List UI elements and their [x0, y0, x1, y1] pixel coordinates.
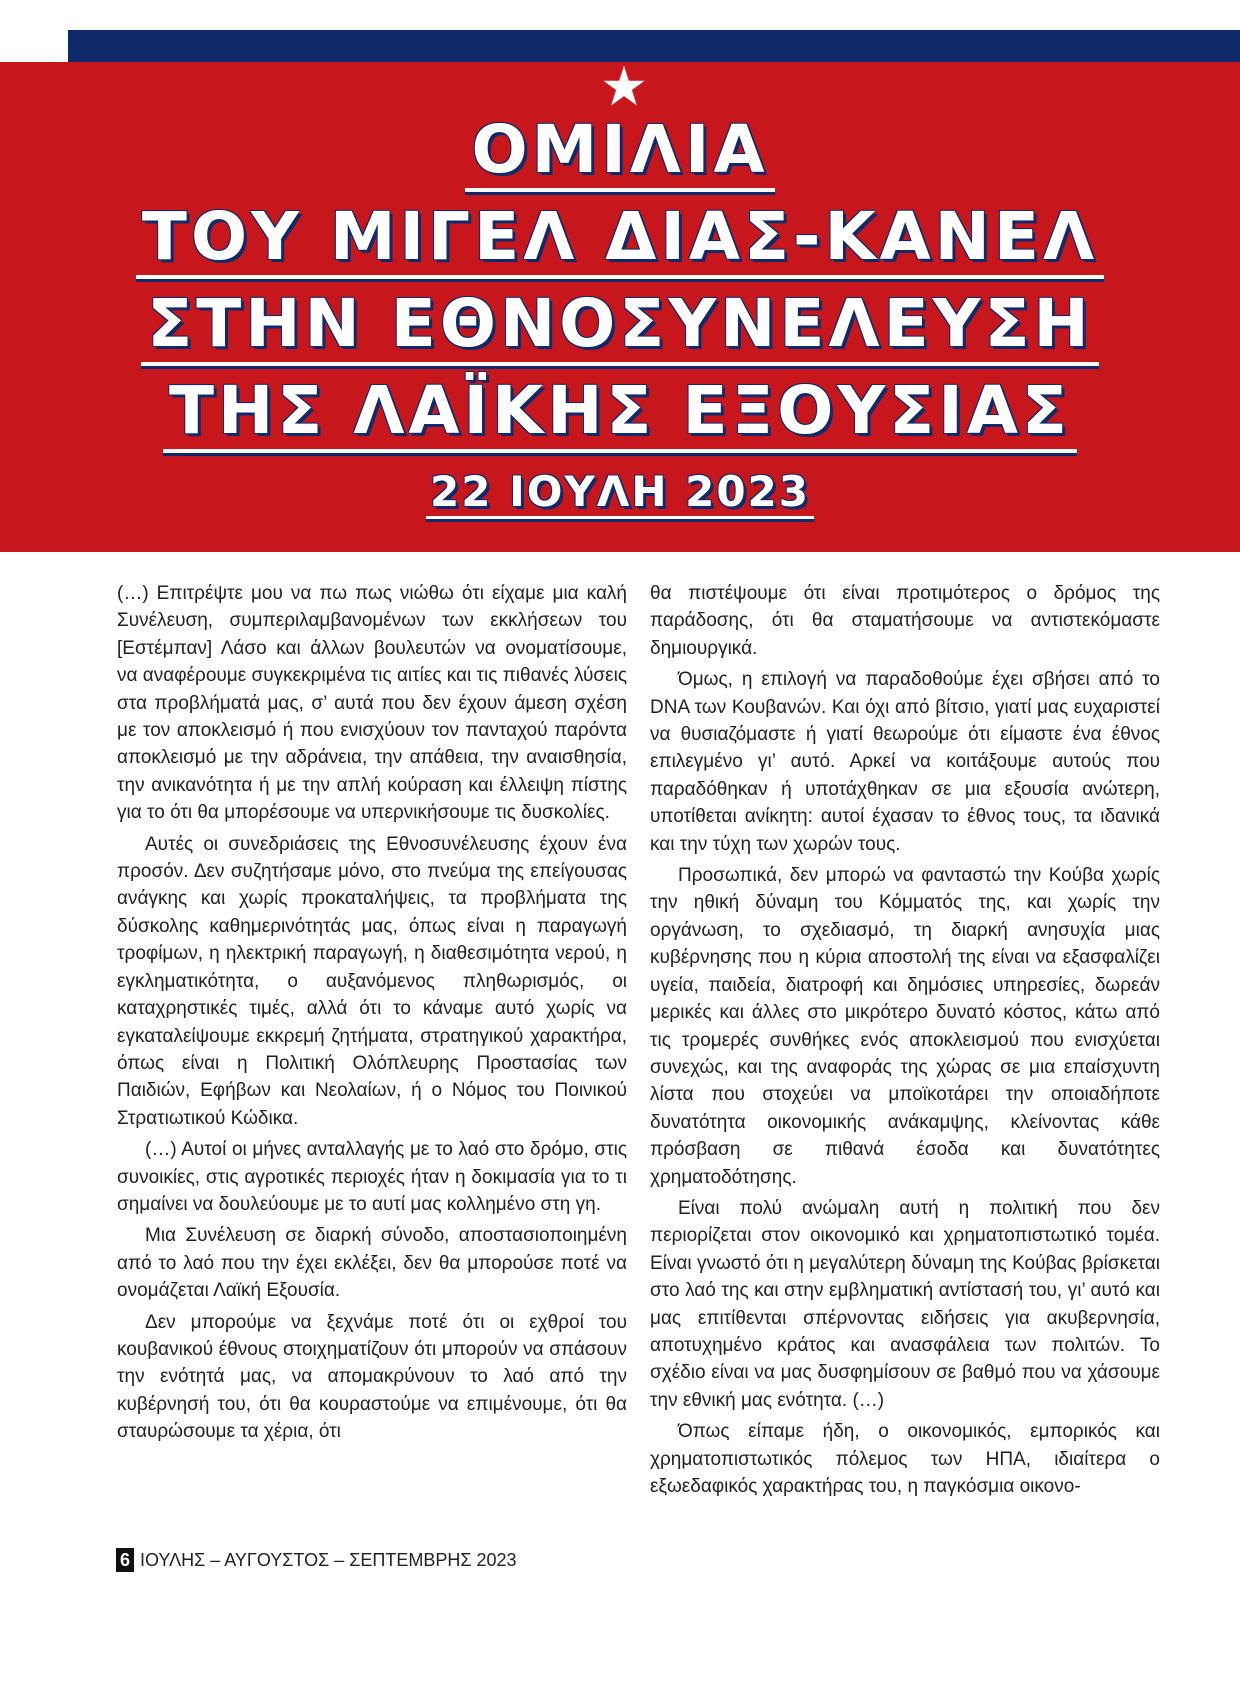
article-left-column — [117, 580, 627, 1450]
article-right-column — [650, 580, 1160, 1504]
paragraph: (…) Επιτρέψτε μου να πω πως νιώθω ότι είχαμε μια καλή Συνέλευση, συμπεριλαμβανομένων των εκκλήσεων του [Εστέμπαν] Λάσο και άλλων βουλευτών να ονοματίσουμε, να αναφέρουμε συγκεκριμένα τις αιτίες και τις πιθανές λύσεις στα προβλήματά μας, σ’ αυτά που δεν έχουν άμεση σχέση με τον αποκλεισμό ή που ενισχύουν τον πανταχού παρόντα αποκλεισμό με την αδράνεια, την απάθεια, την αναισθησία, την ανικανότητα ή με την απλή κούραση και έλλειψη πίστης για το ότι θα μπορέσουμε να υπερνικήσουμε τις δυσκολίες. — [117, 583, 627, 824]
page-footer — [116, 1546, 517, 1574]
title-line-2: ΤΟΥ ΜΙΓΕΛ ΔΙΑΣ-ΚΑΝΕΛ — [0, 197, 1240, 277]
title-banner — [0, 62, 1240, 552]
top-blue-bar — [68, 30, 1240, 62]
paragraph: (…) Αυτοί οι μήνες ανταλλαγής με το λαό στο δρόμο, στις συνοικίες, στις αγροτικές περιοχές ήταν η δοκιμασία για το τι σημαίνει να δουλεύουμε με το αυτί μας κολλημένο στη γη. — [117, 1139, 627, 1215]
page-number: 6 — [116, 1548, 134, 1572]
paragraph: Είναι πολύ ανώμαλη αυτή η πολιτική που δεν περιορίζεται στον οικονομικό και χρηματοπιστωτικό τομέα. Είναι γνωστό ότι η μεγαλύτερη δύναμη της Κούβας βρίσκεται στο λαό της και στην εμβληματική αντίστασή του, γι’ αυτό και μας επιτίθενται σπέρνοντας ειδήσεις για ακυβερνησία, αποτυχημένο κράτος και ανασφάλεια των πολιτών. Το σχέδιο είναι να μας δυσφημίσουν σε βαθμό που να χάσουμε την εθνική μας ενότητα. (…) — [650, 1197, 1160, 1411]
issue-label: ΙΟΥΛΗΣ – ΑΥΓΟΥΣΤΟΣ – ΣΕΠΤΕΜΒΡΗΣ 2023 — [140, 1549, 517, 1570]
speech-date: 22 ΙΟΥΛΗ 2023 — [0, 467, 1240, 517]
title-line-1: ΟΜΙΛΙΑ — [0, 110, 1240, 190]
paragraph: Όμως, η επιλογή να παραδοθούμε έχει σβήσει από το DNA των Κουβανών. Και όχι από βίτσιο, γιατί μας ευχαριστεί να θυσιαζόμαστε ή γιατί θεωρούμε ότι είμαστε ένα έθνος επιλεγμένο γι’ αυτό. Αρκεί να κοιτάξουμε αυτούς που παραδόθηκαν ή υποτάχθηκαν σε μια εξουσία ανώτερη, υποτίθεται ανίκητη: αυτοί έχασαν το έθνος τους, τα ιδανικά και την τύχη των χωρών τους. — [650, 669, 1160, 855]
paragraph: Μια Συνέλευση σε διαρκή σύνοδο, αποστασιοποιημένη από το λαό που την έχει εκλέξει, δεν θα μπορούσε ποτέ να ονομάζεται Λαϊκή Εξουσία. — [117, 1225, 627, 1302]
paragraph: Όπως είπαμε ήδη, ο οικονομικός, εμπορικός και χρηματοπιστωτικός πόλεμος των ΗΠΑ, ιδιαίτερα ο εξωεδαφικός χαρακτήρας του, η παγκόσμια οικονο- — [650, 1421, 1160, 1497]
star-icon — [602, 64, 646, 108]
paragraph: Προσωπικά, δεν μπορώ να φανταστώ την Κούβα χωρίς την ηθική δύναμη του Κόμματός της, και χωρίς την οργάνωση, το σχεδιασμό, τη διαρκή ανησυχία μιας κυβέρνησης που η κύρια αποστολή της είναι να εξασφαλίζει υγεία, παιδεία, διατροφή και δημόσιες υπηρεσίες, δωρεάν μερικές και άλλες στο μικρότερο δυνατό κόστος, κάτω από τις τρομερές συνθήκες ενός αποκλεισμού που ενισχύεται συνεχώς, και της αναφοράς της χώρας σε μια επαίσχυντη λίστα που στοχεύει να μποϊκοτάρει την οποιαδήποτε δυνατότητα οικονομικής ανάκαμψης, κλείνοντας κάθε πρόσβαση σε πιθανά έσοδα και δυνατότητες χρηματοδότησης. — [650, 865, 1160, 1188]
title-line-3: ΣΤΗΝ ΕΘΝΟΣΥΝΕΛΕΥΣΗ — [0, 284, 1240, 364]
paragraph: θα πιστέψουμε ότι είναι προτιμότερος ο δρόμος της παράδοσης, ότι θα σταματήσουμε να αντιστεκόμαστε δημιουργικά. — [650, 583, 1160, 659]
paragraph: Αυτές οι συνεδριάσεις της Εθνοσυνέλευσης έχουν ένα προσόν. Δεν συζητήσαμε μόνο, στο πνεύμα της επείγουσας ανάγκης και χωρίς προκαταλήψεις, τα προβλήματα της δύσκολης καθημερινότητάς μας, όπως είναι η παραγωγή τροφίμων, η ηλεκτρική παραγωγή, η διαθεσιμότητα νερού, η εγκληματικότητα, ο αυξανόμενος πληθωρισμός, οι καταχρηστικές τιμές, αλλά ότι το κάναμε αυτό χωρίς να εγκαταλείψουμε εκκρεμή ζητήματα, στρατηγικού χαρακτήρα, όπως είναι η Πολιτική Ολόπλευρης Προστασίας των Παιδιών, Εφήβων και Νεολαίων, ή ο Νόμος του Ποινικού Στρατιωτικού Κώδικα. — [117, 833, 627, 1129]
paragraph: Δεν μπορούμε να ξεχνάμε ποτέ ότι οι εχθροί του κουβανικού έθνους στοιχηματίζουν ότι μπορούν να σπάσουν την ενότητά μας, να απομακρύνουν το λαό από την κυβέρνησή του, ότι θα κουραστούμε να επιμένουμε, ότι θα σταυρώσουμε τα χέρια, ότι — [117, 1311, 627, 1443]
title-line-4: ΤΗΣ ΛΑΪΚΗΣ ΕΞΟΥΣΙΑΣ — [0, 371, 1240, 451]
